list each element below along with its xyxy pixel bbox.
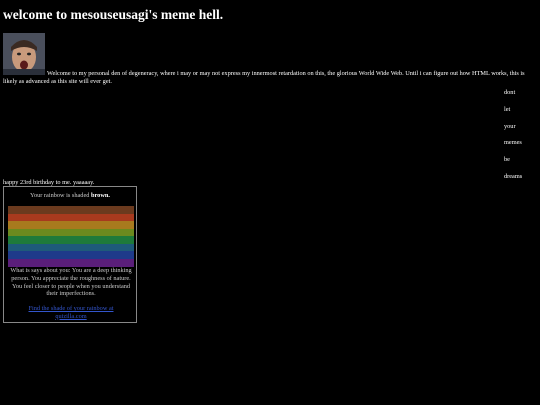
quiz-shade-line bbox=[4, 192, 136, 199]
vertical-word: be bbox=[504, 156, 510, 164]
rainbow-stripe bbox=[8, 229, 134, 237]
vertical-word: dreams bbox=[504, 172, 523, 180]
rainbow-stripe bbox=[8, 259, 134, 267]
rainbow-stripe bbox=[8, 206, 134, 214]
vertical-word-list bbox=[504, 85, 522, 186]
rainbow-stripe bbox=[8, 221, 134, 229]
birthday-message: happy 23rd birthday to me. yaaaaay. bbox=[3, 179, 95, 186]
page-title: welcome to mesouseusagi's meme hell. bbox=[3, 7, 224, 22]
rainbow-stripe bbox=[8, 214, 134, 222]
intro-paragraph bbox=[3, 70, 525, 86]
quiz-shade-value: brown. bbox=[90, 192, 110, 199]
vertical-word: dont bbox=[504, 89, 516, 96]
quiz-description: What is says about you: You are a deep thinking person. You appreciate the roughness of nature. You feel closer to people when you understand their imperfections. bbox=[10, 267, 132, 298]
rainbow-image bbox=[8, 206, 134, 259]
intro-text: Welcome to my personal den of degeneracy, where i may or may not express my innermost retardation on this, the glorious World Wide Web. Until i can figure out how HTML works, this is likely as advanced as this site will ever get. bbox=[3, 70, 525, 85]
vertical-word: let bbox=[504, 105, 511, 113]
rainbow-stripe bbox=[8, 236, 134, 244]
quiz-shade-prefix: Your rainbow is shaded bbox=[30, 192, 90, 199]
vertical-word: memes bbox=[504, 139, 522, 147]
avatar-photo bbox=[3, 33, 45, 75]
vertical-word: your bbox=[504, 122, 516, 130]
quiz-result-box bbox=[3, 186, 137, 323]
rainbow-stripe bbox=[8, 244, 134, 252]
rainbow-stripe bbox=[8, 251, 134, 259]
quizilla-link[interactable]: Find the shade of your rainbow at quizilla.com bbox=[28, 305, 114, 320]
